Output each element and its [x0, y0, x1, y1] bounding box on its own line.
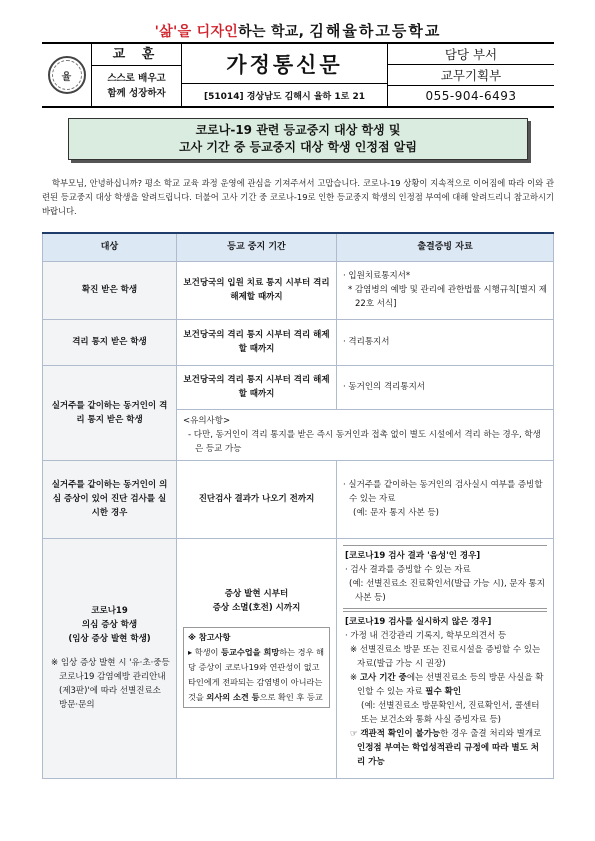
row-target: 격리 통지 받은 학생: [43, 319, 177, 365]
motto-line2: 함께 성장하자: [107, 88, 166, 99]
school-address: [51014] 경상남도 김해시 율하 1로 21: [204, 91, 365, 102]
row-period: 보건당국의 격리 통지 시부터 격리 해제할 때까지: [177, 365, 337, 409]
motto-cell: [92, 44, 182, 106]
letterhead: [42, 42, 554, 108]
motto-title: 교 훈: [92, 44, 181, 66]
header-documents: 출결증빙 자료: [337, 233, 554, 261]
newsletter-title-cell: [182, 44, 388, 106]
school-name: 김해율하고등학교: [309, 22, 442, 40]
row-documents: · 입원치료통지서* * 감염병의 예방 및 관리에 관한법률 시행규칙[별지 제 22호 서식]: [337, 261, 554, 319]
row-documents: · 격리통지서: [337, 319, 554, 365]
no-test-section: [코로나19 검사를 실시하지 않은 경우] · 가정 내 건강관리 기록지, 학부모의견서 등 ※ 선별진료소 방문 또는 진료시설을 증빙할 수 있는 자료(발급 가능 시 권장) ※ 고사 기간 중에는 선별진료소 등의 방문 사실을 확인할 수 있는 자료 필수 확인 (예: 선별진료소 방문확인서, 진료확인서, 콜센터 또는 보건소와 통화 사실 증빙자료 등) ☞ 객관적 확인이 불가능한 경우 출결 처리와 별개로 인정점 부여는 학업성적관리 규정에 따라 별도 처리 가능: [343, 611, 547, 772]
reference-note: ※ 참고사항 ▸ 학생이 등교수업을 희망하는 경우 해당 증상이 코로나19와 연관성이 없고 타인에게 전파되는 감염병이 아니라는 것을 의사의 소견 등으로 확인 후 등교: [183, 627, 330, 708]
motto-line1: 스스로 배우고: [107, 73, 166, 84]
phone-number: 055-904-6493: [425, 89, 517, 103]
school-slogan: [42, 20, 554, 42]
dept-label: 담당 부서: [388, 44, 554, 65]
motto-body: [92, 66, 181, 106]
table-row: [43, 460, 554, 538]
logo-cell: [42, 44, 92, 106]
row-period: 보건당국의 격리 통지 시부터 격리 해제할 때까지: [177, 319, 337, 365]
row-target: 실거주를 같이하는 동거인이 의심 증상이 있어 진단 검사를 실시한 경우: [43, 460, 177, 538]
table-row: [43, 261, 554, 319]
newsletter-page: [42, 20, 554, 779]
row-target: 실거주를 같이하는 동거인이 격리 통지 받은 학생: [43, 365, 177, 460]
dept-name: 교무기획부: [388, 65, 554, 86]
attendance-table: [42, 232, 554, 779]
slogan-part3: 하는 학교,: [238, 24, 305, 40]
table-row: [43, 319, 554, 365]
row-period: 진단검사 결과가 나오기 전까지: [177, 460, 337, 538]
row-period: 증상 발현 시부터 증상 소멸(호전) 시까지 ※ 참고사항 ▸ 학생이 등교수업을 희망하는 경우 해당 증상이 코로나19와 연관성이 없고 타인에게 전파되는 감염병이 아니라는 것을 의사의 소견 등으로 확인 후 등교: [177, 538, 337, 778]
caution-note: <유의사항> - 다만, 동거인이 격리 통지를 받은 즉시 동거인과 접촉 없이 별도 시설에서 격리 하는 경우, 학생은 등교 가능: [177, 409, 554, 460]
row-target: 확진 받은 학생: [43, 261, 177, 319]
row-documents: · 실거주를 같이하는 동거인의 검사실시 여부를 증빙할 수 있는 자료 (예: 문자 통지 사본 등): [337, 460, 554, 538]
notice-title: [68, 118, 528, 160]
department-cell: [388, 44, 554, 106]
row-documents: [337, 538, 554, 778]
slogan-part1: '삶'을: [154, 24, 192, 40]
school-logo-icon: 율: [48, 56, 86, 94]
table-row: [43, 365, 554, 409]
newsletter-title: 가정통신문: [182, 44, 387, 84]
row-documents: · 동거인의 격리통지서: [337, 365, 554, 409]
row-period: 보건당국의 입원 치료 통지 시부터 격리 해제할 때까지: [177, 261, 337, 319]
header-target: 대상: [43, 233, 177, 261]
notice-title-line1: 코로나-19 관련 등교중지 대상 학생 및: [195, 123, 401, 137]
header-period: 등교 중지 기간: [177, 233, 337, 261]
negative-result-section: [코로나19 검사 결과 '음성'인 경우] · 검사 결과를 증빙할 수 있는 자료 (예: 선별진료소 진료확인서(발급 가능 시), 문자 통지 사본 등): [343, 545, 547, 609]
notice-title-line2: 고사 기간 중 등교중지 대상 학생 인정점 알림: [179, 140, 417, 154]
intro-paragraph: 학부모님, 안녕하십니까? 평소 학교 교육 과정 운영에 관심을 기져주셔서 고맙습니다. 코로나-19 상황이 지속적으로 이어짐에 따라 이와 관련된 등교중지 대상 학생을 알려드립니다. 더불어 고사 기간 중 코로나-19로 인한 등교중지 학생의 인정점 부여에 대해 알려드리니 참고하시기 바랍니다.: [42, 178, 554, 216]
row-target: 코로나19 의심 증상 학생 (임상 증상 발현 학생) ※ 임상 증상 발현 시 '유·초·중등 코로나19 감염예방 관리안내 (제3판)'에 따라 선별진료소 방문·문의: [43, 538, 177, 778]
table-row: [43, 538, 554, 778]
slogan-part2: 디자인: [196, 24, 239, 40]
